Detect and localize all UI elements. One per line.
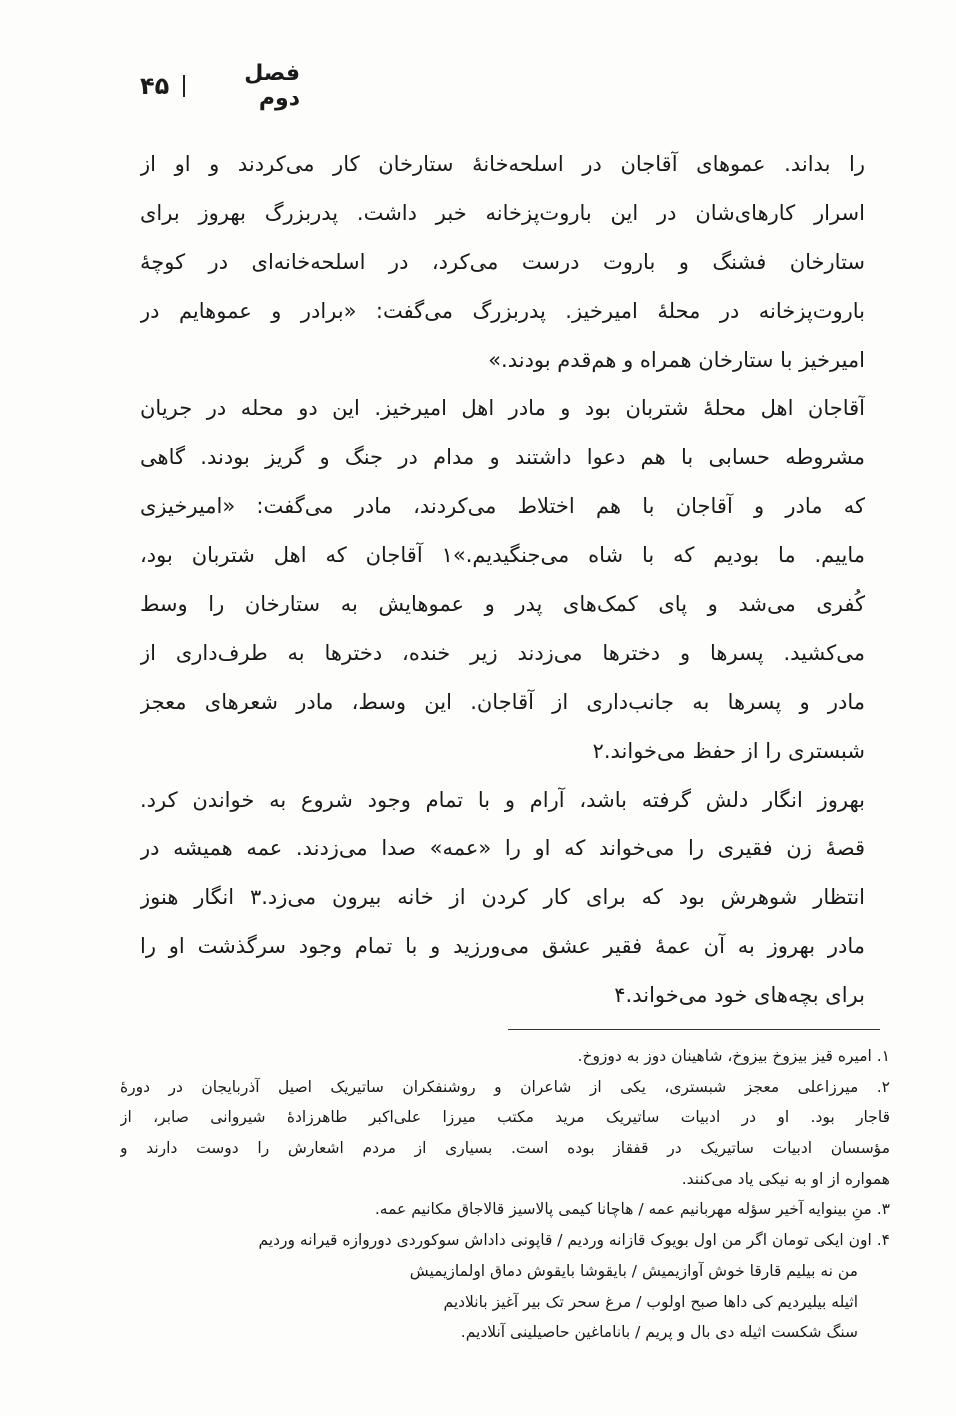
- page-number: ۴۵: [140, 72, 170, 100]
- footnote-line: اثیله بیلیردیم کی داها صبح اولوب / مرغ سحر تک بیر آغیز بانلادیم: [443, 1292, 858, 1311]
- body-line: شبستری را از حفظ می‌خواند.۲: [592, 738, 865, 763]
- body-line: آقاجان اهل محلهٔ شتربان بود و مادر اهل امیرخیز. این دو محله در جریان: [140, 396, 865, 421]
- body-line: که مادر و آقاجان با هم اختلاط می‌کردند، مادر می‌گفت: «امیرخیزی: [140, 494, 865, 519]
- body-line: می‌کشید. پسرها و دخترها می‌زدند زیر خنده، دخترها به طرف‌داری از: [140, 640, 865, 665]
- footnote-separator: [508, 1029, 880, 1030]
- body-line: ماییم. ما بودیم که با شاه می‌جنگیدیم.»۱ آقاجان که اهل شتربان بود،: [140, 543, 865, 568]
- chapter-title: فصل دوم: [244, 61, 300, 111]
- footnote-line: ۴. اون ایکی تومان اگر من اول بویوک قازانه وردیم / قاپونی داداش سوکوردی دوروازه قیرانه وردیم: [258, 1231, 890, 1250]
- footnote-line: من نه بیلیم قارقا خوش آوازیمیش / بایقوشا بایقوش دماق اولمازیمیش: [409, 1261, 858, 1280]
- body-line: امیرخیز با ستارخان همراه و هم‌قدم بودند.»: [488, 347, 865, 372]
- body-line: قصهٔ زن فقیری را می‌خواند که او را «عمه» صدا می‌زدند. عمه همیشه در: [140, 836, 865, 861]
- body-line: برای بچه‌های خود می‌خواند.۴: [614, 983, 865, 1008]
- footnotes: [120, 1041, 890, 1348]
- body-line: بهروز انگار دلش گرفته باشد، آرام و با تمام وجود شروع به خواندن کرد.: [140, 787, 865, 812]
- footnote-line: ۲. میرزاعلی معجز شبستری، یکی از شاعران و روشنفکران ساتیریک اصیل آذربایجان در دورهٔ: [120, 1077, 890, 1096]
- body-line: اسرار کارهای‌شان در این باروت‌پزخانه خبر داشت. پدربزرگ بهروز برای: [140, 200, 865, 225]
- body-line: مشروطه حسابی با هم دعوا داشتند و مدام در جنگ و گریز بودند. گاهی: [140, 445, 865, 470]
- running-head: [140, 61, 300, 111]
- footnote-line: سنگ شکست اثیله دی بال و پریم / بانا‌ماغین حاصیلینی آنلادیم.: [460, 1323, 858, 1342]
- body-line: باروت‌پزخانه در محلهٔ امیرخیز. پدربزرگ می‌گفت: «برادر و عموهایم در: [140, 298, 865, 323]
- footnote-line: ۱. امیره قیز بیزوخ بیزوخ، شاهینان دوز به دوزوخ.: [577, 1047, 890, 1065]
- body-line: مادر بهروز به آن عمهٔ فقیر عشق می‌ورزید و با تمام وجود سرگذشت او را: [140, 934, 865, 959]
- body-line: ستارخان فشنگ و باروت درست می‌کرد، در اسلحه‌خانه‌ای در کوچهٔ: [140, 249, 865, 274]
- footnote-line: ۳. منِ بینوایه آخیر سؤله مهربانیم عمه / هاچانا کیمی پالاسیز قالاجاق مکانیم عمه.: [374, 1200, 890, 1219]
- footnote-line: مؤسسان ادبیات ساتیریک در قفقاز بوده است. بسیاری از مردم اشعارش را دوست دارند و: [120, 1139, 890, 1158]
- header-divider: [183, 75, 185, 97]
- body-line: را بداند. عموهای آقاجان در اسلحه‌خانهٔ ستارخان کار می‌کردند و او از: [140, 152, 865, 176]
- footnote-line: همواره از او به نیکی یاد می‌کنند.: [681, 1169, 890, 1188]
- body-line: مادر و پسرها به جانب‌داری از آقاجان. این وسط، مادر شعرهای معجز: [140, 689, 865, 714]
- body-text: [140, 140, 865, 1020]
- footnote-line: قاجار بود. او در ادبیات ساتیریک مرید مکتب میرزا علی‌اکبر طاهرزادهٔ شیروانی صابر، از: [120, 1108, 890, 1127]
- body-line: انتظار شوهرش بود که برای کار کردن از خانه بیرون می‌زد.۳ انگار هنوز: [140, 885, 865, 910]
- body-line: کُفری می‌شد و پای کمک‌های پدر و عموهایش به ستارخان را وسط: [140, 592, 865, 617]
